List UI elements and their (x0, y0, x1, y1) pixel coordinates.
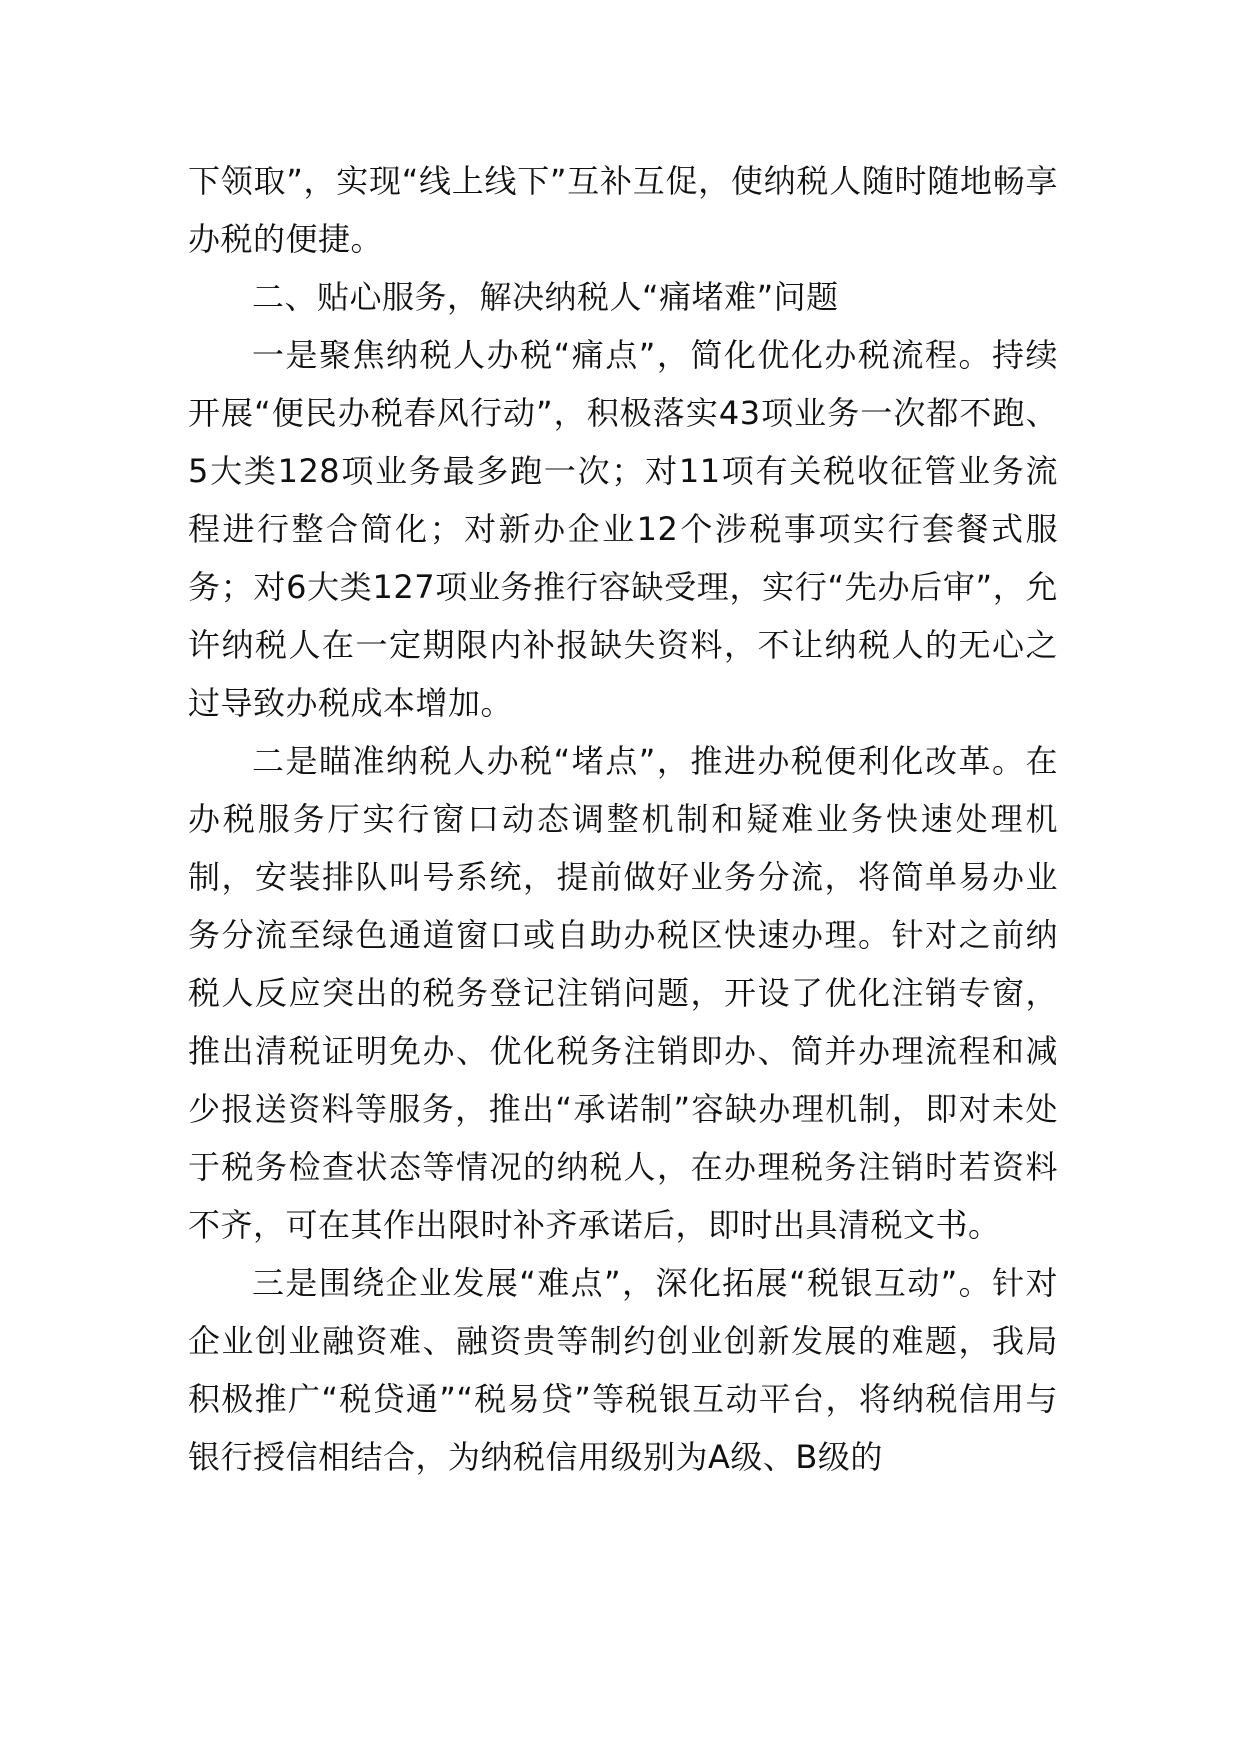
body-paragraph-continued: 下领取”，实现“线上线下”互补互促，使纳税人随时随地畅享办税的便捷。 (188, 162, 1058, 258)
body-paragraph-pain-points: 一是聚焦纳税人办税“痛点”，简化优化办税流程。持续开展“便民办税春风行动”，积极落实43项业务一次都不跑、5大类128项业务最多跑一次；对11项有关税收征管业务流程进行整合简化；对新办企业12个涉税事项实行套餐式服务；对6大类127项业务推行容缺受理，实行“先办后审”，允许纳税人在一定期限内补报缺失资料，不让纳税人的无心之过导致办税成本增加。 (188, 336, 1058, 722)
body-paragraph-difficulties: 三是围绕企业发展“难点”，深化拓展“税银互动”。针对企业创业融资难、融资贵等制约创业创新发展的难题，我局积极推广“税贷通”“税易贷”等税银互动平台，将纳税信用与银行授信相结合，为纳税信用级别为A级、B级的 (188, 1264, 1058, 1476)
document-page (188, 152, 1058, 1486)
body-paragraph-bottlenecks: 二是瞄准纳税人办税“堵点”，推进办税便利化改革。在办税服务厅实行窗口动态调整机制和疑难业务快速处理机制，安装排队叫号系统，提前做好业务分流，将简单易办业务分流至绿色通道窗口或自助办税区快速办理。针对之前纳税人反应突出的税务登记注销问题，开设了优化注销专窗，推出清税证明免办、优化税务注销即办、简并办理流程和减少报送资料等服务，推出“承诺制”容缺办理机制，即对未处于税务检查状态等情况的纳税人，在办理税务注销时若资料不齐，可在其作出限时补齐承诺后，即时出具清税文书。 (188, 742, 1058, 1244)
section-heading: 二、贴心服务，解决纳税人“痛堵难”问题 (252, 278, 839, 316)
